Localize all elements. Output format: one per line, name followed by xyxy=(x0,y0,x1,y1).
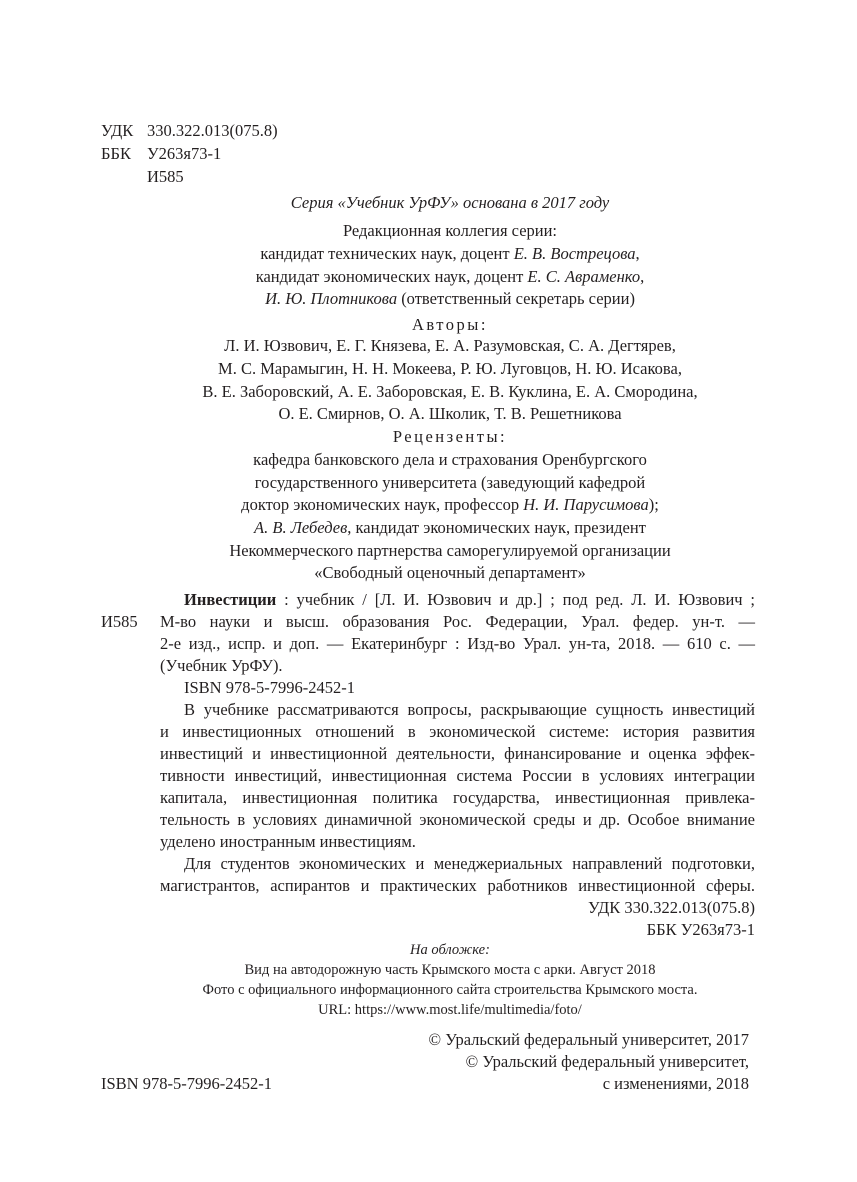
audience-line: Для студентов экономических и менеджериальных направлений подготовки, xyxy=(184,854,755,873)
bottom-isbn: ISBN 978-5-7996-2452-1 xyxy=(101,1074,272,1093)
text-segment: кандидат экономических наук, доцент xyxy=(255,267,528,286)
series-note xyxy=(150,192,750,214)
board-heading: Редакционная коллегия серии: xyxy=(342,221,558,240)
record-isbn: ISBN 978-5-7996-2452-1 xyxy=(184,678,355,697)
reviewers-line xyxy=(150,540,750,562)
text-segment: кандидат технических наук, доцент xyxy=(260,244,514,263)
abstract-line: тельность в условиях динамичной экономической среды и др. Особое внимание xyxy=(160,810,755,829)
text-segment: (ответственный секретарь серии) xyxy=(397,289,635,308)
abstract-line: капитала, инвестиционная политика государства, инвестиционная привлека- xyxy=(160,788,755,807)
record-line: 2-е изд., испр. и доп. — Екатеринбург : Изд-во Урал. ун-та, 2018. — 610 с. — xyxy=(160,634,755,653)
cover-heading: На обложке: xyxy=(410,942,490,958)
record-udk: УДК 330.322.013(075.8) xyxy=(587,898,755,917)
authors-line: М. С. Марамыгин, Н. Н. Мокеева, Р. Ю. Луговцов, Н. Ю. Исакова, xyxy=(218,359,682,378)
reviewers-line xyxy=(150,517,750,539)
copyright-line: © Уральский федеральный университет, 2017 xyxy=(428,1030,749,1049)
abstract-line: инвестиций и инвестиционной деятельности, финансирование и оценка эффек- xyxy=(160,744,755,763)
abstract-line: уделено иностранным инвестициям. xyxy=(160,832,416,851)
text-segment: ); xyxy=(648,495,659,514)
italic-name: Е. С. Авраменко xyxy=(527,267,641,286)
text-segment: доктор экономических наук, профессор xyxy=(241,495,524,514)
italic-name: Серия «Учебник УрФУ» основана в 2017 году xyxy=(290,193,610,212)
udk-label: УДК xyxy=(101,121,134,140)
text-segment: , xyxy=(635,244,640,263)
reviewers-line xyxy=(150,494,750,516)
text-segment: , кандидат экономических наук, президент xyxy=(347,518,646,537)
italic-name: А. В. Лебедев xyxy=(254,518,348,537)
board-line xyxy=(150,288,750,310)
board-line xyxy=(150,266,750,288)
italic-name: Н. И. Парусимова xyxy=(523,495,649,514)
abstract-line: В учебнике рассматриваются вопросы, раскрывающие сущность инвестиций xyxy=(184,700,755,719)
bold-title: Инвестиции xyxy=(184,590,277,609)
authors-line: Л. И. Юзвович, Е. Г. Князева, Е. А. Разумовская, С. А. Дегтярев, xyxy=(224,336,676,355)
cover-line: Фото с официального информационного сайта строительства Крымского моста. xyxy=(202,982,698,998)
copyright-line: © Уральский федеральный университет, xyxy=(465,1052,749,1071)
text-segment: кафедра банковского дела и страхования Оренбургского xyxy=(253,450,647,469)
board-line xyxy=(150,243,750,265)
italic-name: И. Ю. Плотникова xyxy=(265,289,398,308)
audience-line: магистрантов, аспирантов и практических работников инвестиционной сферы. xyxy=(160,876,755,895)
record-bbk: ББК У263я73-1 xyxy=(646,920,755,939)
abstract-line: и инвестиционных отношений в экономической системе: история развития xyxy=(160,722,755,741)
bbk-code: У263я73-1 xyxy=(147,144,222,163)
copyright-line: с изменениями, 2018 xyxy=(602,1074,749,1093)
reviewers-line xyxy=(150,562,750,584)
reviewers-line xyxy=(150,472,750,494)
abstract-line: тивности инвестиций, инвестиционная система России в условиях интеграции xyxy=(160,766,755,785)
udk-code: 330.322.013(075.8) xyxy=(147,121,278,140)
record-author-sign: И585 xyxy=(101,612,138,631)
text-segment: государственного университета (заведующий кафедрой xyxy=(254,473,646,492)
reviewers-heading: Рецензенты: xyxy=(392,427,508,446)
cover-line: URL: https://www.most.life/multimedia/foto/ xyxy=(318,1002,582,1018)
author-sign: И585 xyxy=(147,167,184,186)
text-segment: : учебник / [Л. И. Юзвович и др.] ; под ред. Л. И. Юзвович ; xyxy=(276,590,755,609)
record-line: М-во науки и высш. образования Рос. Федерации, Урал. федер. ун-т. — xyxy=(160,612,755,631)
italic-name: Е. В. Вострецова xyxy=(513,244,636,263)
record-line: (Учебник УрФУ). xyxy=(160,656,283,675)
authors-line: В. Е. Заборовский, А. Е. Заборовская, Е. В. Куклина, Е. А. Смородина, xyxy=(202,382,698,401)
authors-line: О. Е. Смирнов, О. А. Школик, Т. В. Решетникова xyxy=(278,404,622,423)
text-segment: «Свободный оценочный департамент» xyxy=(314,563,586,582)
cover-line: Вид на автодорожную часть Крымского моста с арки. Август 2018 xyxy=(244,962,656,978)
reviewers-line xyxy=(150,449,750,471)
bbk-label: ББК xyxy=(101,144,131,163)
text-segment: , xyxy=(640,267,645,286)
text-segment: Некоммерческого партнерства саморегулируемой организации xyxy=(229,541,671,560)
record-title-line xyxy=(184,589,755,611)
authors-heading: Авторы: xyxy=(412,315,488,334)
